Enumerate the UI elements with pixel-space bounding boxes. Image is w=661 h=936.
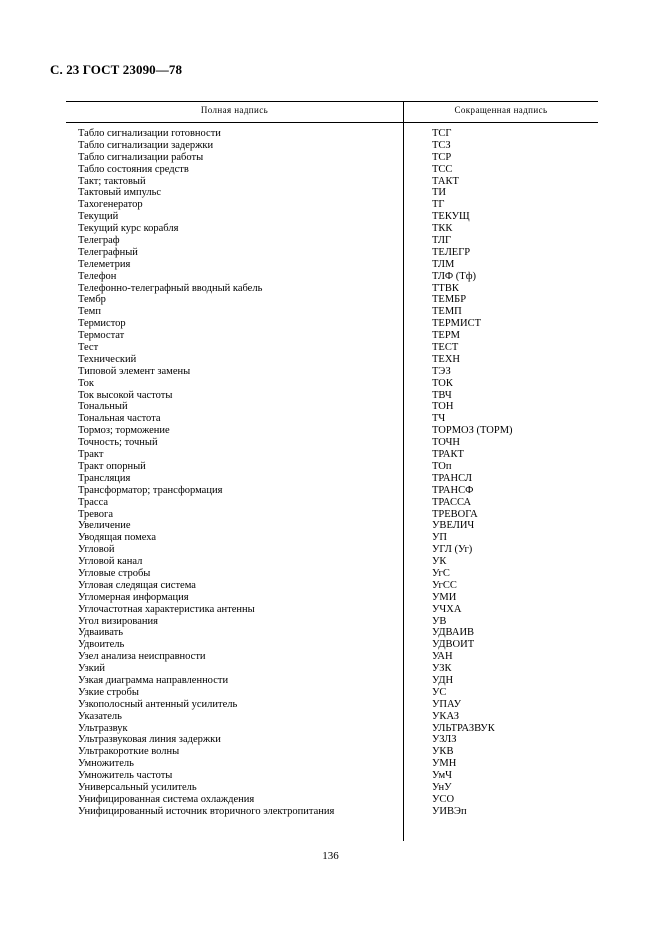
table-row	[66, 556, 598, 568]
full-caption-cell: Угловой	[78, 544, 115, 556]
full-caption-cell: Тактовый импульс	[78, 187, 162, 199]
page-header: С. 23 ГОСТ 23090—78	[50, 62, 183, 77]
table-row	[66, 152, 598, 164]
table-row	[66, 283, 598, 295]
short-caption-cell: ТКК	[432, 223, 453, 235]
full-caption-cell: Табло сигнализации работы	[78, 151, 204, 163]
full-caption-cell: Типовой элемент замены	[78, 365, 191, 377]
full-caption-cell: Угловые стробы	[78, 567, 151, 579]
table-row	[66, 509, 598, 521]
table-row	[66, 568, 598, 580]
full-caption-cell: Угловая следящая система	[78, 579, 196, 591]
full-caption-cell: Тональная частота	[78, 413, 161, 425]
short-caption-cell: УП	[432, 532, 448, 544]
full-caption-cell: Унифицированная система охлаждения	[78, 793, 255, 805]
short-caption-cell: УнУ	[432, 781, 452, 793]
table-row	[66, 544, 598, 556]
full-caption-cell: Узел анализа неисправности	[78, 651, 206, 663]
short-caption-cell: ТЧ	[432, 413, 446, 425]
full-caption-cell: Ток высокой частоты	[78, 389, 173, 401]
short-caption-cell: УЛЬТРАЗВУК	[432, 722, 495, 734]
table-row	[66, 520, 598, 532]
short-caption-cell: УСО	[432, 793, 455, 805]
short-caption-cell: УДВАИВ	[432, 627, 475, 639]
full-caption-cell: Телефонно-телеграфный вводный кабель	[78, 282, 263, 294]
table-row	[66, 687, 598, 699]
table-row	[66, 342, 598, 354]
full-caption-cell: Текущий	[78, 211, 119, 223]
table-row	[66, 390, 598, 402]
short-caption-cell: УС	[432, 686, 447, 698]
short-caption-cell: ТЕРМИСТ	[432, 318, 482, 330]
table-row	[66, 473, 598, 485]
table-row	[66, 639, 598, 651]
table-row	[66, 770, 598, 782]
full-caption-cell: Ультразвук	[78, 722, 128, 734]
table-row	[66, 354, 598, 366]
table-top-rule	[66, 101, 598, 102]
table-row	[66, 675, 598, 687]
short-caption-cell: ТИ	[432, 187, 446, 199]
table-row	[66, 366, 598, 378]
full-caption-cell: Увеличение	[78, 520, 131, 532]
full-caption-cell: Технический	[78, 353, 137, 365]
table-row	[66, 794, 598, 806]
short-caption-cell: УАН	[432, 651, 453, 663]
table-row	[66, 425, 598, 437]
full-caption-cell: Текущий курс корабля	[78, 223, 179, 235]
page-number: 136	[322, 850, 339, 862]
full-caption-cell: Тембр	[78, 294, 106, 306]
full-caption-cell: Телеграф	[78, 235, 120, 247]
short-caption-cell: УЗК	[432, 663, 452, 675]
short-caption-cell: ТАКТ	[432, 175, 459, 187]
table-row	[66, 306, 598, 318]
table-row	[66, 401, 598, 413]
short-caption-cell: УгС	[432, 567, 450, 579]
short-caption-cell: УМИ	[432, 591, 457, 603]
short-caption-cell: УК	[432, 556, 447, 568]
short-caption-cell: ТРАНСФ	[432, 484, 474, 496]
full-caption-cell: Умножитель	[78, 758, 134, 770]
short-caption-cell: УВЕЛИЧ	[432, 520, 475, 532]
table-row	[66, 604, 598, 616]
short-caption-cell: УМН	[432, 758, 457, 770]
table-row	[66, 235, 598, 247]
full-caption-cell: Тревога	[78, 508, 114, 520]
full-caption-cell: Узкие стробы	[78, 686, 139, 698]
table-row	[66, 330, 598, 342]
full-caption-cell: Термистор	[78, 318, 126, 330]
short-caption-cell: УИВЭп	[432, 805, 467, 817]
full-caption-cell: Универсальный усилитель	[78, 781, 197, 793]
table-row	[66, 128, 598, 140]
full-caption-cell: Уводящая помеха	[78, 532, 157, 544]
short-caption-cell: ТВЧ	[432, 389, 452, 401]
full-caption-cell: Удвоитель	[78, 639, 125, 651]
full-caption-cell: Трансформатор; трансформация	[78, 484, 223, 496]
short-caption-cell: ТОп	[432, 460, 452, 472]
short-caption-cell: ТЕЛЕГР	[432, 246, 471, 258]
table-row	[66, 140, 598, 152]
table-row	[66, 758, 598, 770]
short-caption-cell: ТОРМОЗ (ТОРМ)	[432, 425, 513, 437]
short-caption-cell: ТГ	[432, 199, 445, 211]
full-caption-cell: Тональный	[78, 401, 128, 413]
table-row	[66, 782, 598, 794]
short-caption-cell: УКВ	[432, 746, 454, 758]
table-row	[66, 651, 598, 663]
short-caption-cell: ТСЗ	[432, 139, 451, 151]
full-caption-cell: Тормоз; торможение	[78, 425, 170, 437]
short-caption-cell: ТЕМП	[432, 306, 462, 318]
short-caption-cell: ТОЧН	[432, 437, 461, 449]
full-caption-cell: Тракт опорный	[78, 460, 146, 472]
table-header-rule	[66, 122, 598, 123]
short-caption-cell: ТСГ	[432, 128, 452, 139]
full-caption-cell: Угол визирования	[78, 615, 158, 627]
full-caption-cell: Тракт	[78, 449, 104, 461]
short-caption-cell: УДВОИТ	[432, 639, 475, 651]
table-row	[66, 437, 598, 449]
full-caption-cell: Телеметрия	[78, 258, 131, 270]
short-caption-cell: ТСС	[432, 163, 453, 175]
full-caption-cell: Тахогенератор	[78, 199, 143, 211]
table-row	[66, 413, 598, 425]
short-caption-cell: ТРАКТ	[432, 449, 464, 461]
table-row	[66, 699, 598, 711]
full-caption-cell: Термостат	[78, 330, 125, 342]
table-row	[66, 746, 598, 758]
short-caption-cell: ТРАНСЛ	[432, 472, 472, 484]
table-row	[66, 461, 598, 473]
table-row	[66, 616, 598, 628]
table-row	[66, 176, 598, 188]
short-caption-cell: УДН	[432, 674, 454, 686]
table-row	[66, 164, 598, 176]
short-caption-cell: УКАЗ	[432, 710, 460, 722]
full-caption-cell: Такт; тактовый	[78, 175, 146, 187]
short-caption-cell: ТОН	[432, 401, 454, 413]
short-caption-cell: УЧХА	[432, 603, 462, 615]
short-caption-cell: ТЕКУЩ	[432, 211, 470, 223]
table-row	[66, 318, 598, 330]
short-caption-cell: УГЛ (Уг)	[432, 544, 473, 556]
full-caption-cell: Угловой канал	[78, 556, 143, 568]
short-caption-cell: ТЕМБР	[432, 294, 467, 306]
table-row	[66, 532, 598, 544]
table-row	[66, 497, 598, 509]
table-row	[66, 485, 598, 497]
short-caption-cell: УгСС	[432, 579, 457, 591]
full-caption-cell: Унифицированный источник вторичного электропитания	[78, 805, 335, 817]
short-caption-cell: ТЕСТ	[432, 342, 459, 354]
full-caption-cell: Табло сигнализации задержки	[78, 139, 214, 151]
full-caption-cell: Узкая диаграмма направленности	[78, 674, 229, 686]
full-caption-cell: Умножитель частоты	[78, 770, 173, 782]
table-row	[66, 259, 598, 271]
table-row	[66, 734, 598, 746]
full-caption-cell: Узкий	[78, 663, 105, 675]
short-caption-cell: ТЕХН	[432, 353, 460, 365]
table-row	[66, 449, 598, 461]
full-caption-cell: Угломерная информация	[78, 591, 189, 603]
full-caption-cell: Телеграфный	[78, 246, 138, 258]
table-row	[66, 711, 598, 723]
short-caption-cell: ТТВК	[432, 282, 459, 294]
table-row	[66, 294, 598, 306]
short-caption-cell: УВ	[432, 615, 447, 627]
full-caption-cell: Трасса	[78, 496, 109, 508]
table-row	[66, 247, 598, 259]
full-caption-cell: Ток	[78, 377, 94, 389]
full-caption-cell: Углочастотная характеристика антенны	[78, 603, 255, 615]
table-body	[66, 128, 598, 818]
table-row	[66, 723, 598, 735]
short-caption-cell: ТРЕВОГА	[432, 508, 478, 520]
full-caption-cell: Темп	[78, 306, 101, 318]
short-caption-cell: УЗЛЗ	[432, 734, 457, 746]
full-caption-cell: Узкополосный антенный усилитель	[78, 698, 238, 710]
full-caption-cell: Тест	[78, 342, 99, 354]
short-caption-cell: ТЛМ	[432, 258, 455, 270]
full-caption-cell: Трансляция	[78, 472, 131, 484]
short-caption-cell: ТСР	[432, 151, 452, 163]
table-row	[66, 199, 598, 211]
full-caption-cell: Указатель	[78, 710, 122, 722]
table-row	[66, 223, 598, 235]
full-caption-cell: Табло состояния средств	[78, 163, 189, 175]
short-caption-cell: ТЛФ (Тф)	[432, 270, 477, 282]
table-row	[66, 271, 598, 283]
short-caption-cell: ТОК	[432, 377, 453, 389]
full-caption-cell: Телефон	[78, 270, 117, 282]
short-caption-cell: УмЧ	[432, 770, 452, 782]
full-caption-cell: Удваивать	[78, 627, 123, 639]
table-row	[66, 806, 598, 818]
short-caption-cell: ТЭЗ	[432, 365, 451, 377]
full-caption-cell: Табло сигнализации готовности	[78, 128, 221, 139]
column-header-short: Сокращенная надпись	[454, 105, 548, 115]
table-row	[66, 592, 598, 604]
full-caption-cell: Точность; точный	[78, 437, 158, 449]
table-row	[66, 627, 598, 639]
table-row	[66, 580, 598, 592]
table-row	[66, 187, 598, 199]
full-caption-cell: Ультракороткие волны	[78, 746, 180, 758]
table-row	[66, 211, 598, 223]
short-caption-cell: ТЛГ	[432, 235, 452, 247]
table-row	[66, 378, 598, 390]
short-caption-cell: ТРАССА	[432, 496, 472, 508]
short-caption-cell: ТЕРМ	[432, 330, 461, 342]
short-caption-cell: УПАУ	[432, 698, 462, 710]
full-caption-cell: Ультразвуковая линия задержки	[78, 734, 221, 746]
column-header-full: Полная надпись	[200, 105, 269, 115]
table-row	[66, 663, 598, 675]
